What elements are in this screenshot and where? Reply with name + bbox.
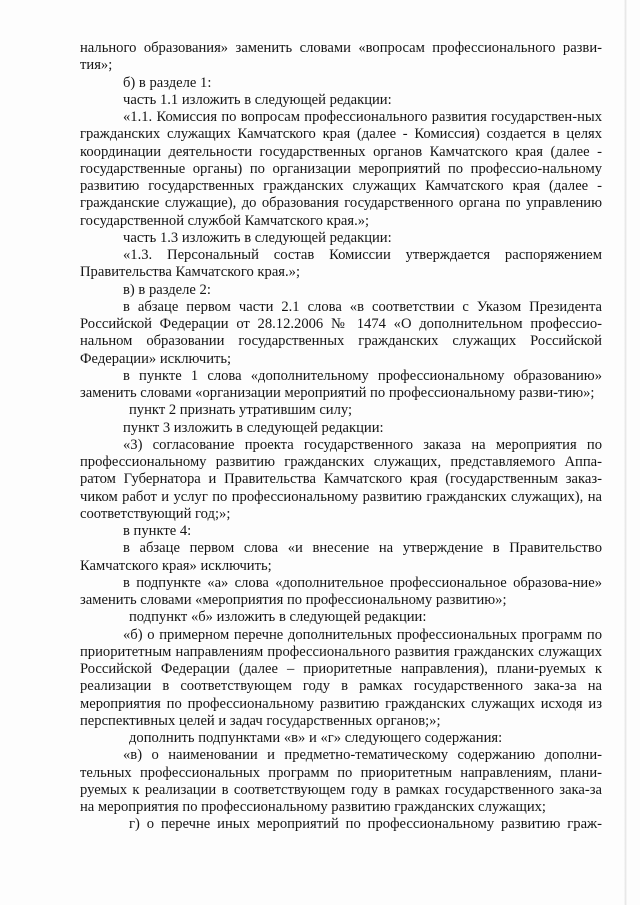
paragraph: г) о перечне иных мероприятий по профессиональному развитию граж- [129, 816, 602, 833]
paragraph: в абзаце первом слова «и внесение на утверждение в Правительство Камчатского края» исключить; [80, 540, 602, 574]
paragraph: в пункте 1 слова «дополнительному профессиональному образованию» заменить словами «организации мероприятий по профессиональному разви-тию»; [80, 367, 602, 401]
paragraph: пункт 2 признать утратившим силу; [129, 402, 353, 419]
paragraph: в) в разделе 2: [123, 281, 211, 298]
scan-edge-shadow [624, 0, 627, 905]
paragraph: нального образования» заменить словами «вопросам профессионального разви-тия»; [80, 40, 602, 74]
paragraph: подпункт «б» изложить в следующей редакции: [129, 609, 427, 626]
paragraph: часть 1.1 изложить в следующей редакции: [123, 91, 392, 108]
document-body [80, 40, 602, 834]
paragraph: «3) согласование проекта государственного заказа на мероприятия по профессиональному развитию гражданских служащих, представляемого Аппа-ратом Губернатора и Правительства Камчатского края (государственным заказ-чиком работ и услуг по профессиональному развитию гражданских служащих), на соответствующий год;»; [80, 436, 602, 522]
paragraph: в подпункте «а» слова «дополнительное профессиональное образова-ние» заменить словами «мероприятия по профессиональному развитию»; [80, 574, 602, 608]
paragraph: «1.1. Комиссия по вопросам профессионального развития государствен-ных гражданских служащих Камчатского края (далее - Комиссия) создается в целях координации деятельности государственных органов Камчатского края (далее - государственные органы) по организации мероприятий по профессио-нальному развитию государственных гражданских служащих Камчатского края (далее - гражданские служащие), до образования государственного органа по управлению государственной службой Камчатского края.»; [80, 109, 602, 229]
paragraph: пункт 3 изложить в следующей редакции: [123, 419, 384, 436]
paragraph: часть 1.3 изложить в следующей редакции: [123, 229, 392, 246]
paragraph: в пункте 4: [123, 523, 192, 539]
paragraph: «б) о примерном перечне дополнительных профессиональных программ по приоритетным направлениям профессионального развития гражданских служащих Российской Федерации (далее – приоритетные направления), плани-руемых к реализации в соответствующем году в рамках государственного зака-за на мероприятия по профессиональному развитию гражданских служащих исходя из перспективных целей и задач государственных органов;»; [80, 626, 602, 729]
paragraph: «в) о наименовании и предметно-тематическому содержанию дополни-тельных профессиональных программ по приоритетным направлениям, плани-руемых к реализации в соответствующем году в рамках государственного зака-за на мероприятия по профессиональному развитию гражданских служащих; [80, 747, 602, 815]
paragraph: дополнить подпунктами «в» и «г» следующего содержания: [129, 730, 503, 746]
paragraph: в абзаце первом части 2.1 слова «в соответствии с Указом Президента Российской Федерации от 28.12.2006 № 1474 «О дополнительном профессио-нальном образовании государственных гражданских служащих Российской Федерации» исключить; [80, 298, 602, 367]
paragraph: б) в разделе 1: [123, 74, 212, 91]
paragraph: «1.3. Персональный состав Комиссии утверждается распоряжением Правительства Камчатского края.»; [80, 247, 602, 281]
